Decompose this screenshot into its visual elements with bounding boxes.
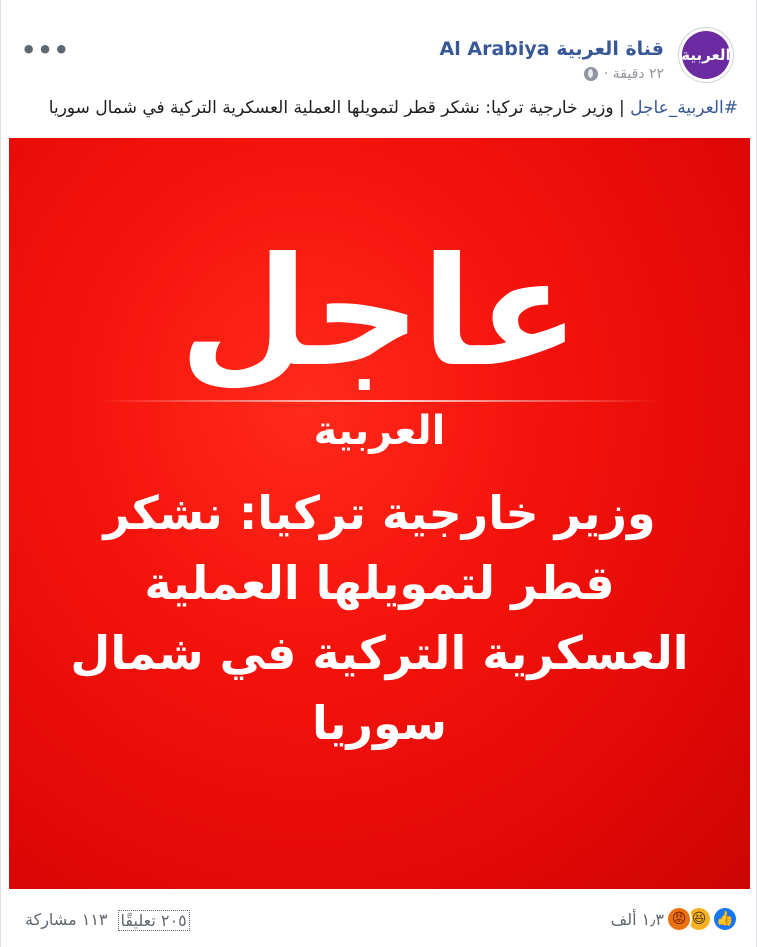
angry-icon: 😡	[666, 906, 692, 932]
reactions-summary[interactable]	[611, 906, 738, 932]
page-avatar[interactable]	[678, 27, 734, 83]
hashtag-link[interactable]: #العربية_عاجل	[630, 98, 738, 118]
caption-text: | وزير خارجية تركيا: نشكر قطر لتمويلها العملية العسكرية التركية في شمال سوريا	[48, 98, 631, 118]
globe-icon[interactable]	[584, 67, 598, 81]
breaking-word: عاجل	[179, 226, 580, 400]
shares-count-link[interactable]: ١١٣ مشاركة	[25, 910, 108, 929]
comments-count-link[interactable]: ٢٠٥ تعليقًا	[118, 910, 190, 931]
post-footer	[1, 890, 756, 947]
post-header	[1, 14, 756, 84]
avatar-logo: العربية	[682, 31, 730, 79]
post-time[interactable]: ٢٢ دقيقة ·	[603, 66, 664, 82]
reaction-count[interactable]: ١٫٣ ألف	[610, 909, 664, 929]
engagement-stats	[25, 910, 190, 931]
brand-logo-text: العربية	[313, 408, 446, 454]
post-caption	[19, 96, 738, 120]
divider-line	[99, 400, 659, 402]
image-headline: وزير خارجية تركيا: نشكر قطر لتمويلها العملية العسكرية التركية في شمال سوريا	[70, 486, 689, 750]
page-name-link[interactable]: قناة العربية Al Arabiya	[439, 38, 664, 60]
like-icon: 👍	[712, 906, 738, 932]
haha-icon: 😆	[686, 906, 712, 932]
post-meta	[584, 66, 664, 82]
more-options-icon[interactable]: •••	[21, 36, 71, 64]
post-image[interactable]	[9, 138, 750, 889]
